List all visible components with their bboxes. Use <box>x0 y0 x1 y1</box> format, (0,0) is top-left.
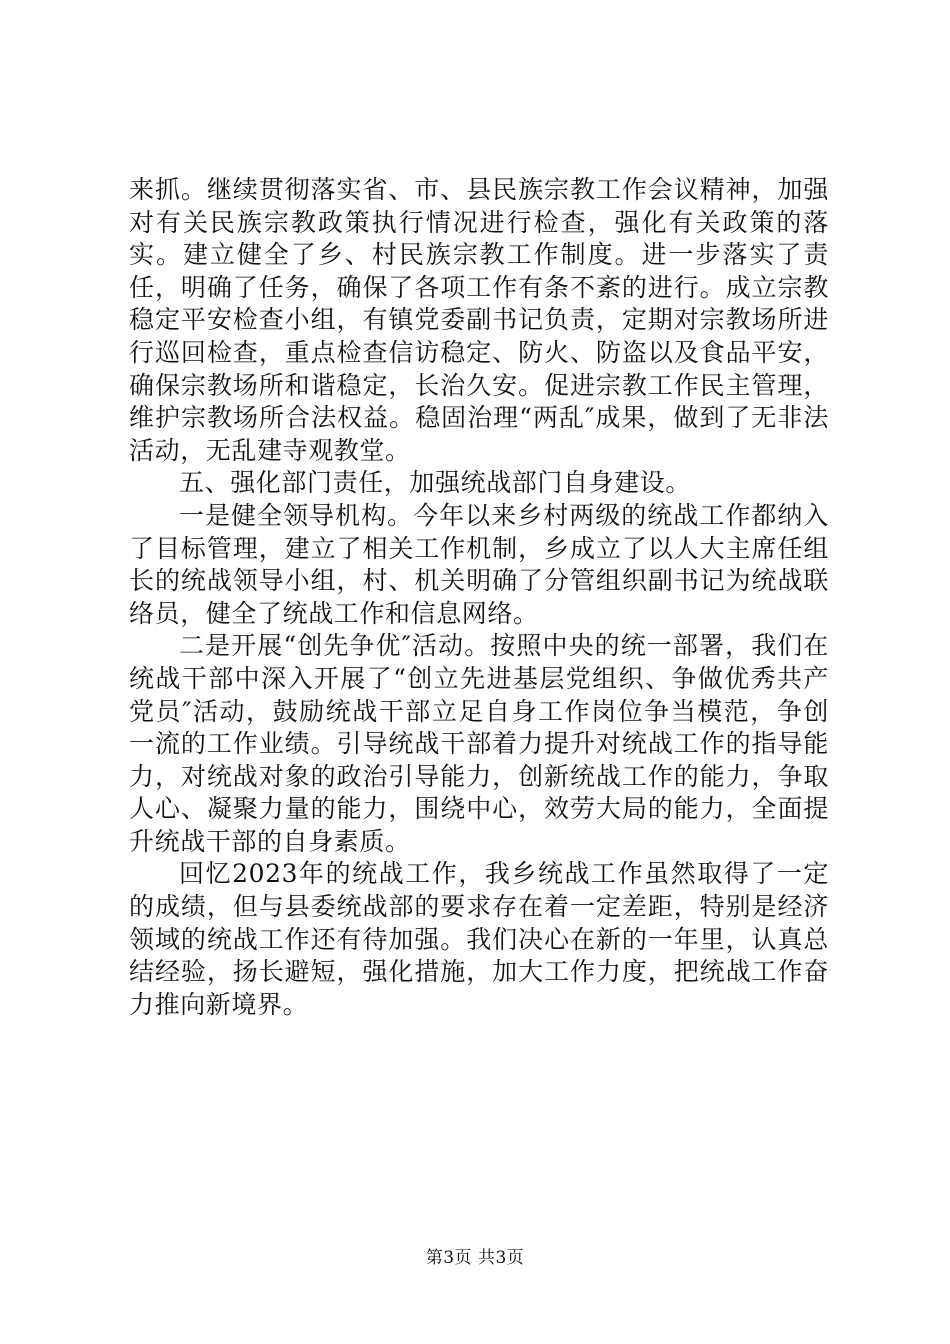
paragraph-leadership-structure: 一是健全领导机构。今年以来乡村两级的统战工作都纳入了目标管理，建立了相关工作机制，乡成立了以人大主席任组长的统战领导小组，村、机关明确了分管组织副书记为统战联络员，健全了统战工作和信息网络。 <box>129 500 829 628</box>
paragraph-annual-review: 回忆2023年的统战工作，我乡统战工作虽然取得了一定的成绩，但与县委统战部的要求存在着一定差距，特别是经济领域的统战工作还有待加强。我们决心在新的一年里，认真总结经验，扬长避短，强化措施，加大工作力度，把统战工作奋力推向新境界。 <box>129 859 829 1019</box>
paragraph-excellence-campaign: 二是开展“创先争优″活动。按照中央的统一部署，我们在统战干部中深入开展了“创立先进基层党组织、争做优秀共产党员″活动，鼓励统战干部立足自身工作岗位争当模范，争创一流的工作业绩。引导统战干部着力提升对统战工作的指导能力，对统战对象的政治引导能力，创新统战工作的能力，争取人心、凝聚力量的能力，围绕中心，效劳大局的能力，全面提升统战干部的自身素质。 <box>129 631 829 856</box>
section-heading-five: 五、强化部门责任，加强统战部门自身建设。 <box>179 468 692 498</box>
paragraph-religious-affairs: 来抓。继续贯彻落实省、市、县民族宗教工作会议精神，加强对有关民族宗教政策执行情况进行检查，强化有关政策的落实。建立健全了乡、村民族宗教工作制度。进一步落实了责任，明确了任务，确保了各项工作有条不紊的进行。成立宗教稳定平安检查小组，有镇党委副书记负责，定期对宗教场所进行巡回检查，重点检查信访稳定、防火、防盗以及食品平安，确保宗教场所和谐稳定，长治久安。促进宗教工作民主管理，维护宗教场所合法权益。稳固治理“两乱″成果，做到了无非法活动，无乱建寺观教堂。 <box>129 175 829 465</box>
document-body <box>129 174 829 1021</box>
page-number-footer: 第3页 共3页 <box>425 1248 525 1268</box>
